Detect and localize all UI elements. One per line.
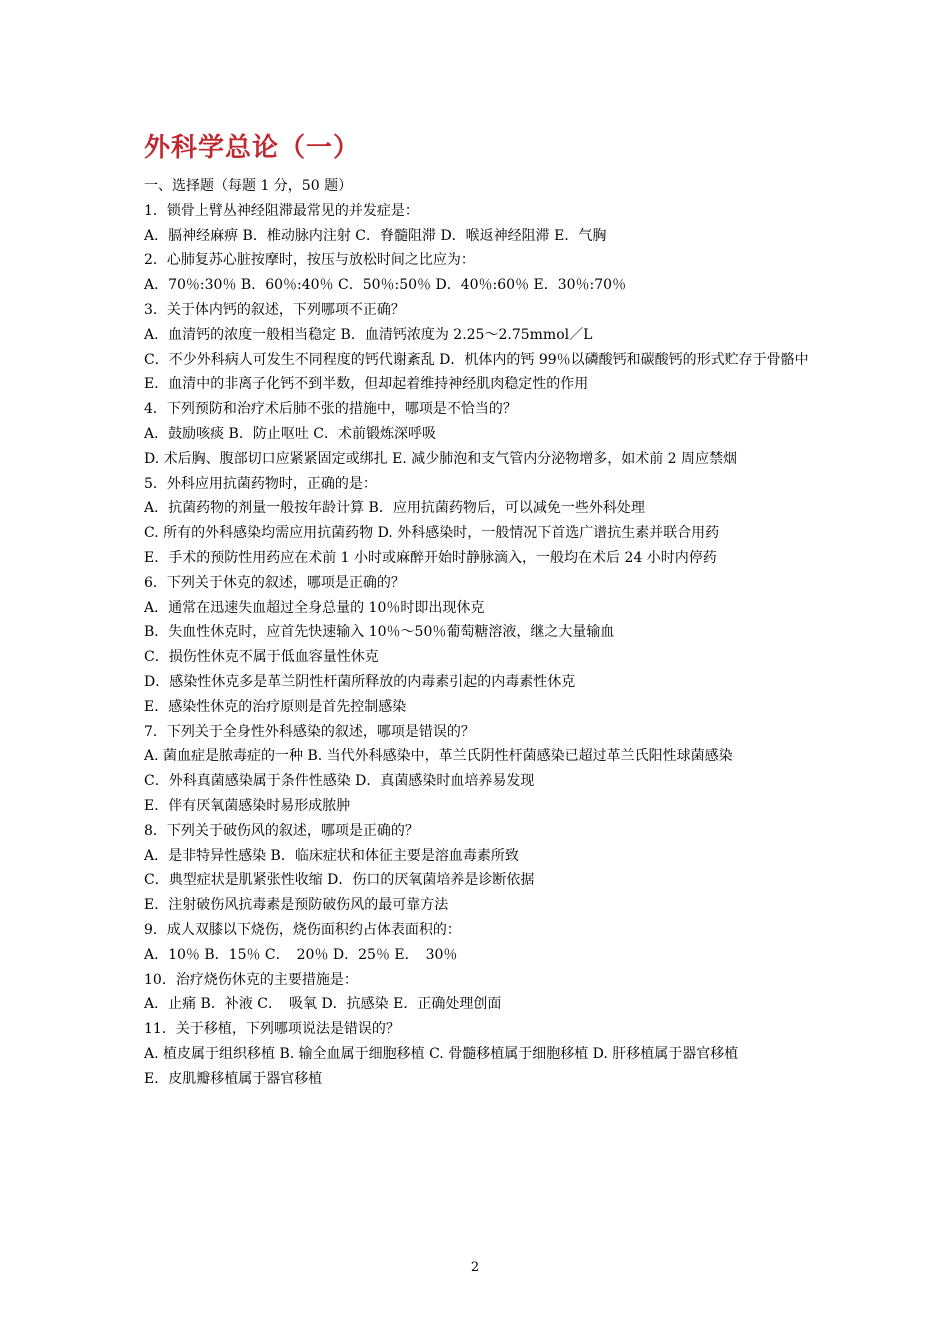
text-line: 5．外科应用抗菌药物时，正确的是： <box>144 475 377 492</box>
text-line: A．是非特异性感染 B．临床症状和体征主要是溶血毒素所致 <box>144 847 519 864</box>
text-line: 9．成人双膝以下烧伤，烧伤面积约占体表面积的： <box>144 921 461 938</box>
text-line: A．血清钙的浓度一般相当稳定 B．血清钙浓度为 2.25～2.75mmol／L <box>144 326 593 343</box>
text-line: 8．下列关于破伤风的叙述，哪项是正确的？ <box>144 822 419 839</box>
text-line: A. 菌血症是脓毒症的一种 B. 当代外科感染中，革兰氏阴性杆菌感染已超过革兰氏阳性球菌感染 <box>144 748 733 765</box>
text-line: D. 术后胸、腹部切口应紧紧固定或绑扎 E. 减少肺泡和支气管内分泌物增多，如术前 2 周应禁烟 <box>144 450 738 467</box>
text-line: 11．关于移植，下列哪项说法是错误的？ <box>144 1021 400 1038</box>
text-line: C．损伤性休克不属于低血容量性休克 <box>144 649 379 666</box>
text-line: A．抗菌药物的剂量一般按年龄计算 B．应用抗菌药物后，可以减免一些外科处理 <box>144 500 645 517</box>
text-line: A. 植皮属于组织移植 B. 输全血属于细胞移植 C. 骨髓移植属于细胞移植 D. 肝移植属于器官移植 <box>144 1045 739 1062</box>
text-line: D．感染性休克多是革兰阴性杆菌所释放的内毒素引起的内毒素性休克 <box>144 673 576 690</box>
text-line: 4．下列预防和治疗术后肺不张的措施中，哪项是不恰当的？ <box>144 401 517 418</box>
text-line: E．手术的预防性用药应在术前 1 小时或麻醉开始时静脉滴入，一般均在术后 24 小时内停药 <box>144 549 717 566</box>
text-line: 一、选择题（每题 1 分，50 题） <box>144 178 353 194</box>
text-line: 6．下列关于休克的叙述，哪项是正确的？ <box>144 574 405 591</box>
text-line: C．典型症状是肌紧张性收缩 D．伤口的厌氧菌培养是诊断依据 <box>144 872 535 889</box>
text-line: 1．锁骨上臂丛神经阻滞最常见的并发症是： <box>144 202 419 219</box>
text-line: C．外科真菌感染属于条件性感染 D．真菌感染时血培养易发现 <box>144 773 535 790</box>
text-line: A．止痛 B．补液 C． 吸氧 D．抗感染 E．正确处理创面 <box>144 996 502 1013</box>
text-line: A．通常在迅速失血超过全身总量的 10％时即出现休克 <box>144 599 485 616</box>
text-line: 2．心肺复苏心脏按摩时，按压与放松时间之比应为： <box>144 252 475 269</box>
page-number: 2 <box>470 1260 480 1275</box>
text-line: 3．关于体内钙的叙述，下列哪项不正确？ <box>144 301 405 318</box>
text-line: E．血清中的非离子化钙不到半数，但却起着维持神经肌肉稳定性的作用 <box>144 376 589 393</box>
text-line: A．膈神经麻痹 B．椎动脉内注射 C．脊髓阻滞 D．喉返神经阻滞 E．气胸 <box>144 227 607 244</box>
page-title: 外科学总论（一） <box>144 133 361 163</box>
text-line: 10．治疗烧伤休克的主要措施是： <box>144 971 358 988</box>
text-line: A．70％:30％ B．60％:40％ C．50％:50％ D．40％:60％ E．30％:70％ <box>144 277 627 294</box>
text-line: A．10％ B．15％ C． 20％ D．25％ E． 30％ <box>144 946 458 963</box>
text-line: E．皮肌瓣移植属于器官移植 <box>144 1070 323 1087</box>
text-line: E．注射破伤风抗毒素是预防破伤风的最可靠方法 <box>144 897 449 914</box>
text-line: C. 所有的外科感染均需应用抗菌药物 D. 外科感染时，一般情况下首选广谱抗生素并联合用药 <box>144 525 720 542</box>
text-line: A．鼓励咳痰 B．防止呕吐 C．术前锻炼深呼吸 <box>144 425 437 442</box>
question-list <box>144 174 812 1091</box>
text-line: B．失血性休克时，应首先快速输入 10％～50％葡萄糖溶液，继之大量输血 <box>144 624 615 641</box>
text-line: 7．下列关于全身性外科感染的叙述，哪项是错误的？ <box>144 723 475 740</box>
text-line: E．伴有厌氧菌感染时易形成脓肿 <box>144 797 351 814</box>
text-line: E．感染性休克的治疗原则是首先控制感染 <box>144 698 407 715</box>
text-line: C．不少外科病人可发生不同程度的钙代谢紊乱 D．机体内的钙 99％以磷酸钙和碳酸钙的形式贮存于骨骼中 <box>144 351 809 368</box>
